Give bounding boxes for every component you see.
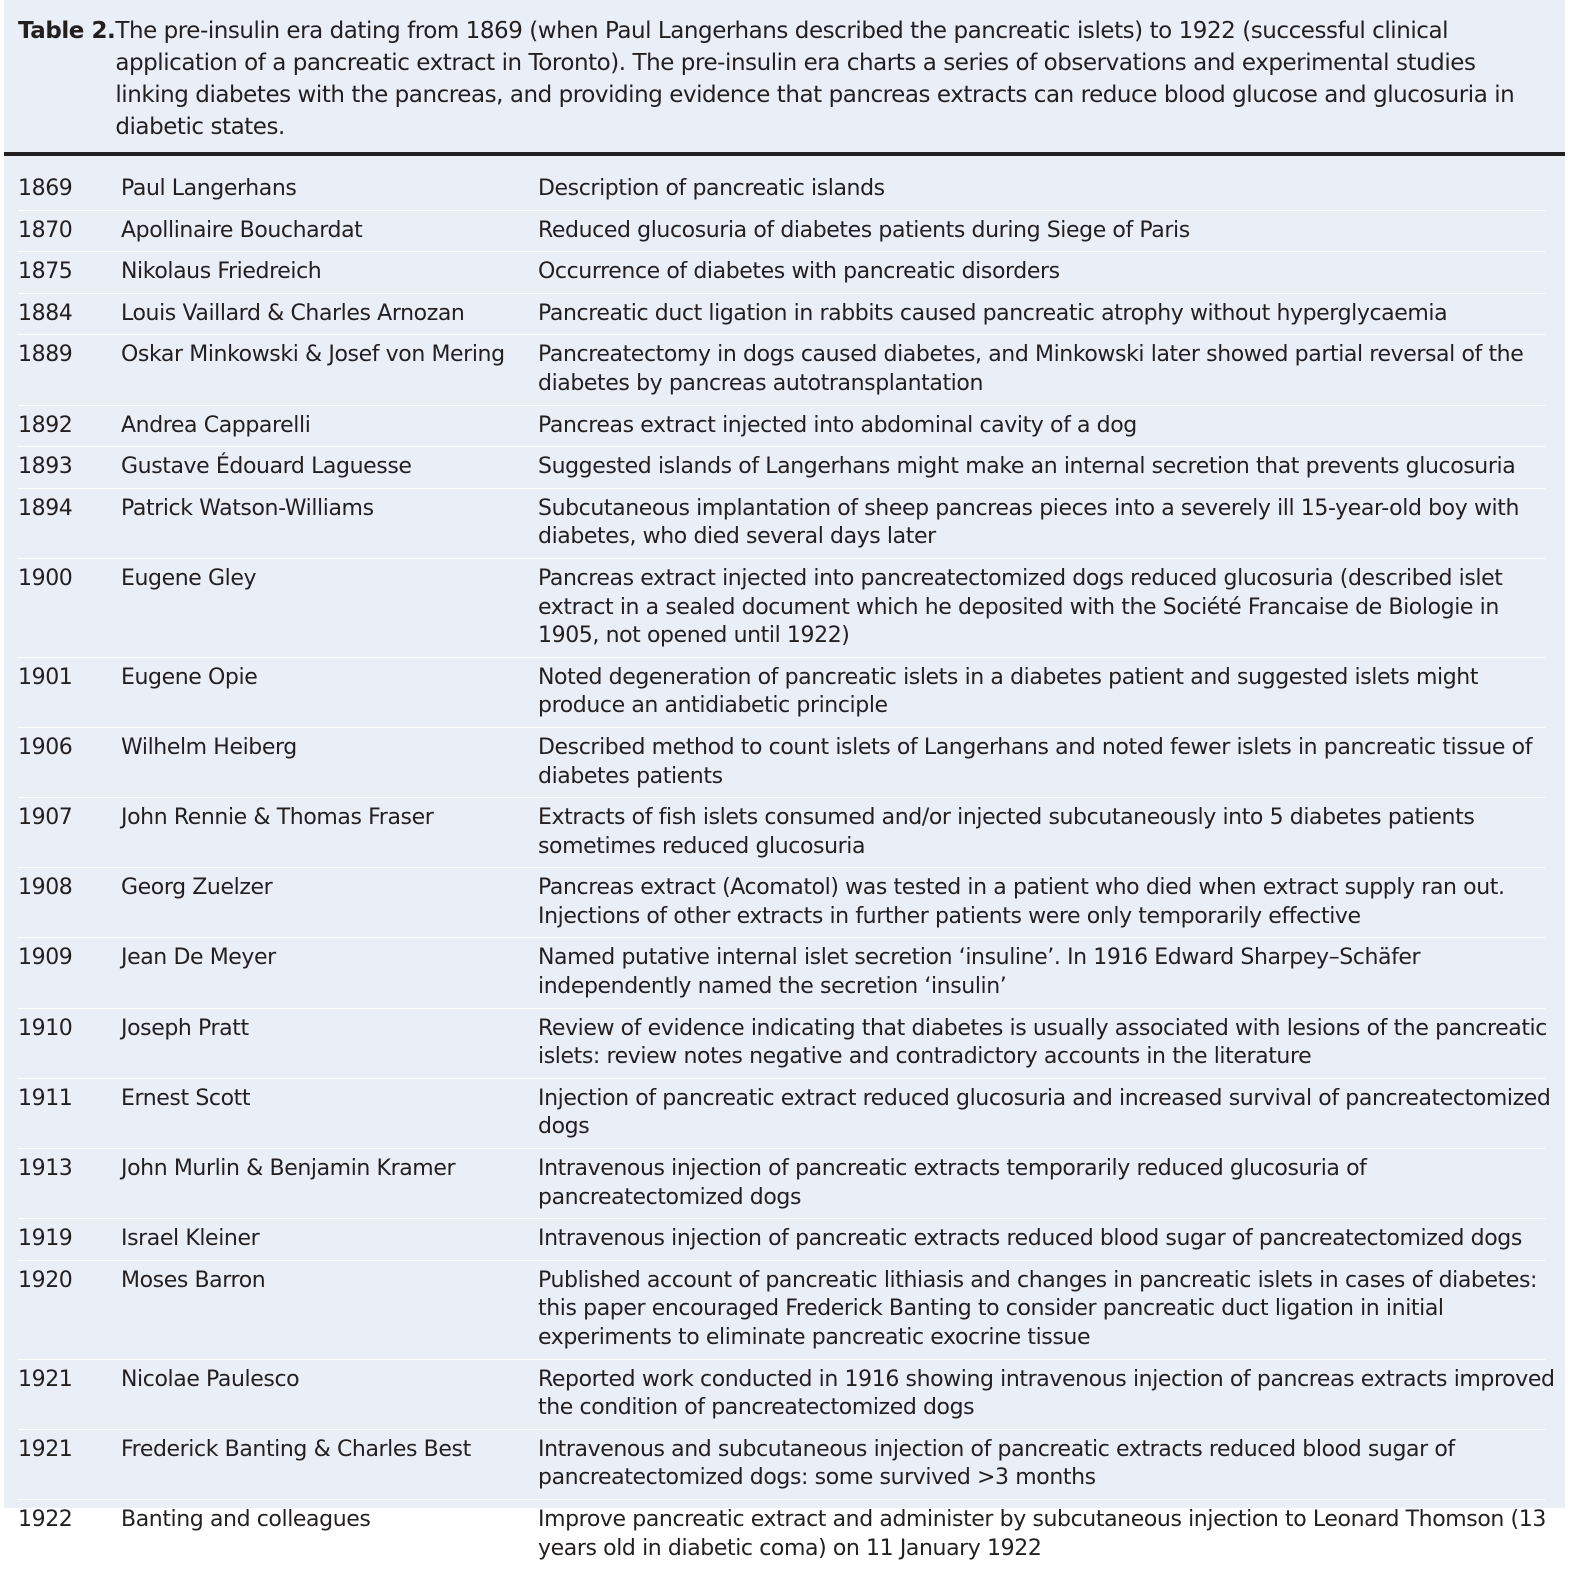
row-year: 1892 — [18, 412, 73, 438]
row-name: Oskar Minkowski & Josef von Mering — [121, 342, 505, 368]
row-name: John Murlin & Benjamin Kramer — [121, 1156, 456, 1182]
row-name: Jean De Meyer — [121, 945, 276, 971]
row-description: Pancreatic duct ligation in rabbits caused pancreatic atrophy without hyperglycaemia — [538, 300, 1448, 326]
row-description: Described method to count islets of Langerhans and noted fewer islets in pancreatic tissue of diabetes patients — [538, 734, 1533, 789]
row-name: Joseph Pratt — [121, 1015, 249, 1041]
row-name: Moses Barron — [121, 1267, 266, 1293]
table-row — [18, 559, 1545, 658]
caption-text: The pre-insulin era dating from 1869 (when Paul Langerhans described the pancreatic islets) to 1922 (successful clinical application of a pancreatic extract in Toronto). The pre-insulin era charts a series of observations and experimental studies linking diabetes with the pancreas, and providing evidence that pancreas extracts can reduce blood glucose and glucosuria in diabetic states. — [115, 18, 1515, 140]
table-row — [18, 252, 1545, 294]
row-description: Published account of pancreatic lithiasis and changes in pancreatic islets in cases of diabetes: this paper encouraged Frederick Banting to consider pancreatic duct ligation in initial experiments to eliminate pancreatic exocrine tissue — [538, 1267, 1538, 1350]
row-name: Apollinaire Bouchardat — [121, 217, 363, 243]
row-name: Louis Vaillard & Charles Arnozan — [121, 300, 465, 326]
row-year: 1921 — [18, 1436, 73, 1462]
row-name: Wilhelm Heiberg — [121, 734, 297, 760]
table-row — [18, 169, 1545, 211]
row-description: Reduced glucosuria of diabetes patients during Siege of Paris — [538, 217, 1190, 243]
row-year: 1921 — [18, 1366, 73, 1392]
table-row — [18, 1360, 1555, 1430]
table-row — [18, 447, 1545, 489]
row-name: Patrick Watson-Williams — [121, 495, 374, 521]
row-name: John Rennie & Thomas Fraser — [121, 805, 434, 831]
table-body — [4, 156, 1565, 1569]
row-year: 1901 — [18, 664, 73, 690]
row-description: Pancreas extract injected into abdominal cavity of a dog — [538, 412, 1137, 438]
table-row — [18, 211, 1545, 253]
row-name: Georg Zuelzer — [121, 875, 273, 901]
row-description: Injection of pancreatic extract reduced glucosuria and increased survival of pancreatectomized dogs — [538, 1085, 1551, 1140]
table-row — [18, 489, 1545, 559]
row-description: Pancreas extract (Acomatol) was tested in a patient who died when extract supply ran out. Injections of other extracts in further patients were only temporarily effective — [538, 875, 1505, 929]
row-year: 1909 — [18, 945, 73, 971]
row-year: 1919 — [18, 1226, 73, 1252]
row-year: 1894 — [18, 495, 73, 521]
table-row — [18, 1261, 1545, 1360]
table-row — [18, 1009, 1545, 1079]
row-name: Andrea Capparelli — [121, 412, 311, 438]
row-year: 1922 — [18, 1506, 73, 1532]
row-description: Intravenous injection of pancreatic extracts reduced blood sugar of pancreatectomized dogs — [538, 1226, 1522, 1252]
row-year: 1900 — [18, 565, 73, 591]
row-description: Review of evidence indicating that diabetes is usually associated with lesions of the pancreatic islets: review notes negative and contradictory accounts in the literature — [538, 1015, 1547, 1070]
row-name: Ernest Scott — [121, 1085, 251, 1111]
row-description: Pancreas extract injected into pancreatectomized dogs reduced glucosuria (described islet extract in a sealed document which he deposited with the Société Francaise de Biologie in 1905, not opened until 1922) — [538, 565, 1503, 649]
row-description: Pancreatectomy in dogs caused diabetes, and Minkowski later showed partial reversal of the diabetes by pancreas autotransplantation — [538, 342, 1524, 396]
row-year: 1913 — [18, 1156, 73, 1182]
table-row — [18, 938, 1545, 1008]
row-description: Named putative internal islet secretion ‘insuline’. In 1916 Edward Sharpey–Schäfer independently named the secretion ‘insulin’ — [538, 945, 1421, 1000]
row-name: Paul Langerhans — [121, 176, 297, 201]
table-row — [18, 1430, 1545, 1500]
row-year: 1893 — [18, 454, 73, 480]
row-year: 1920 — [18, 1267, 73, 1293]
row-description: Intravenous and subcutaneous injection of pancreatic extracts reduced blood sugar of pancreatectomized dogs: some survived >3 months — [538, 1436, 1455, 1491]
row-description: Extracts of fish islets consumed and/or injected subcutaneously into 5 diabetes patients sometimes reduced glucosuria — [538, 805, 1475, 859]
row-year: 1908 — [18, 875, 73, 901]
table-row — [18, 335, 1545, 405]
row-name: Banting and colleagues — [121, 1506, 371, 1532]
table-row — [18, 728, 1545, 798]
table-row — [18, 868, 1545, 938]
row-year: 1911 — [18, 1085, 73, 1111]
row-description: Intravenous injection of pancreatic extracts temporarily reduced glucosuria of pancreatectomized dogs — [538, 1156, 1367, 1210]
row-name: Eugene Gley — [121, 565, 257, 591]
row-year: 1870 — [18, 217, 73, 243]
row-description: Reported work conducted in 1916 showing intravenous injection of pancreas extracts improved the condition of pancreatectomized dogs — [538, 1366, 1555, 1421]
row-name: Nicolae Paulesco — [121, 1366, 300, 1392]
table-row — [18, 1500, 1545, 1569]
table-row — [18, 294, 1545, 336]
table-panel — [4, 0, 1565, 1561]
row-description: Noted degeneration of pancreatic islets in a diabetes patient and suggested islets might produce an antidiabetic principle — [538, 664, 1479, 719]
row-name: Israel Kleiner — [121, 1226, 260, 1252]
row-year: 1889 — [18, 342, 73, 368]
table-row — [18, 1079, 1551, 1149]
row-description: Description of pancreatic islands — [538, 176, 885, 201]
row-description: Suggested islands of Langerhans might make an internal secretion that prevents glucosuria — [538, 454, 1516, 480]
table-row — [18, 798, 1545, 868]
caption-label: Table 2. — [18, 18, 116, 44]
row-name: Eugene Opie — [121, 664, 258, 690]
table-row — [18, 1219, 1545, 1261]
table-row — [18, 658, 1545, 728]
row-year: 1910 — [18, 1015, 73, 1041]
table-caption — [4, 0, 1565, 152]
row-name: Gustave Édouard Laguesse — [121, 454, 412, 480]
row-year: 1869 — [18, 176, 73, 201]
row-description: Subcutaneous implantation of sheep pancreas pieces into a severely ill 15-year-old boy with diabetes, who died several days later — [538, 495, 1520, 550]
row-year: 1907 — [18, 805, 73, 831]
table-row — [18, 1149, 1545, 1219]
row-name: Nikolaus Friedreich — [121, 259, 322, 285]
row-name: Frederick Banting & Charles Best — [121, 1436, 471, 1462]
table-row — [18, 406, 1545, 448]
row-description: Occurrence of diabetes with pancreatic disorders — [538, 259, 1060, 285]
row-year: 1884 — [18, 300, 73, 326]
row-year: 1906 — [18, 734, 73, 760]
row-year: 1875 — [18, 259, 73, 285]
row-description: Improve pancreatic extract and administer by subcutaneous injection to Leonard Thomson (13 years old in diabetic coma) on 11 January 1922 — [538, 1506, 1546, 1561]
